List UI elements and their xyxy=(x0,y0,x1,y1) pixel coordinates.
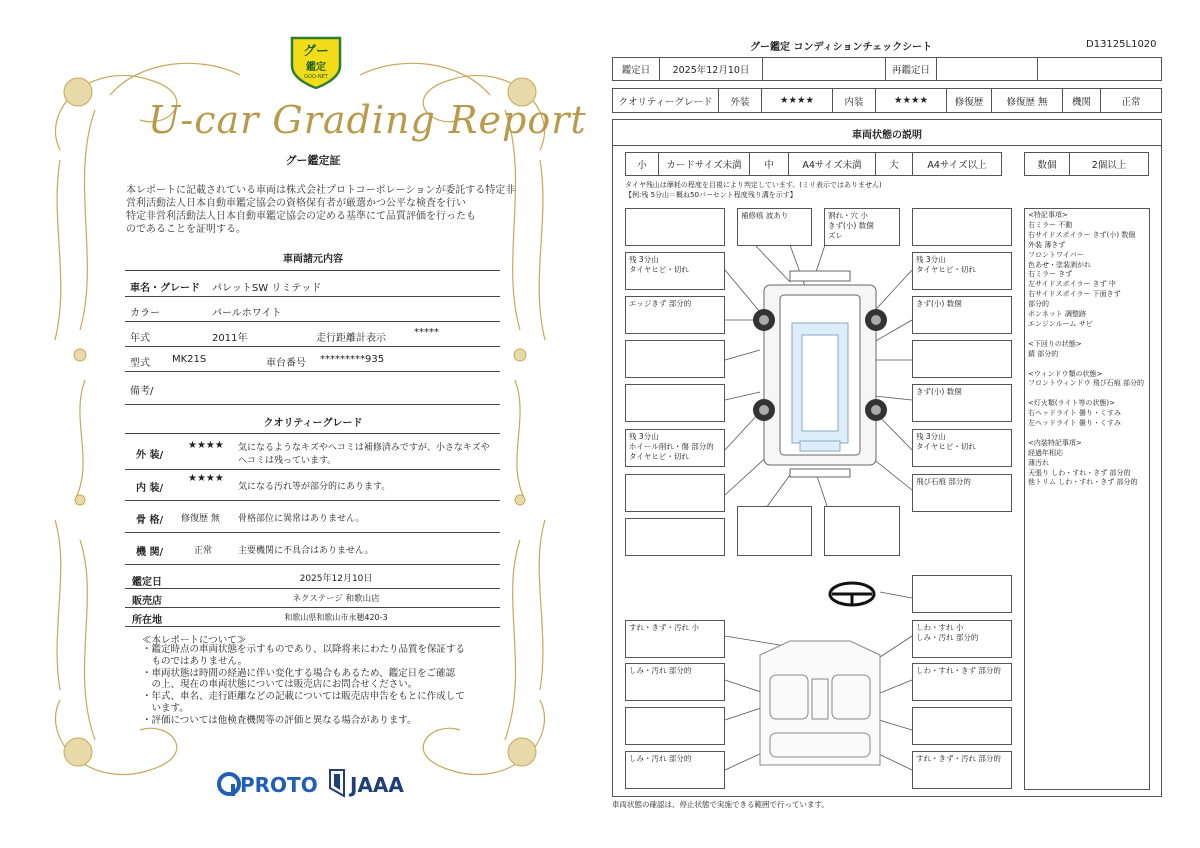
name-value: パレットSW リミテッド xyxy=(212,283,322,294)
ext-box-bottom-3 xyxy=(824,506,900,556)
int-box-right-2: しわ・すれ・きず 部分的 xyxy=(912,663,1012,701)
legend-large-label: 大 xyxy=(875,152,913,176)
special-note-line: 右サイドスポイラー 下面きず xyxy=(1028,290,1121,299)
special-note-line: <ウィンドウ類の状態> xyxy=(1028,369,1103,378)
int-box-left-4: しみ・汚れ 部分的 xyxy=(625,751,725,789)
special-note-line: 右ミラー 不動 xyxy=(1028,220,1073,229)
special-note-line: 薄汚れ xyxy=(1028,458,1049,467)
ext-box-bottom-1 xyxy=(625,518,725,556)
legend-large-value: A4サイズ以上 xyxy=(912,152,1002,176)
special-note-line: 色あせ・塗装剥がれ xyxy=(1028,260,1091,269)
int-box-left-2: しみ・汚れ 部分的 xyxy=(625,663,725,701)
mileage-label: 走行距離計表示 xyxy=(316,333,386,344)
special-note-line: 右ヘッドライト 曇り・くすみ xyxy=(1028,409,1122,418)
sheet-title: グー鑑定 コンディションチェックシート xyxy=(750,42,933,53)
ext-box-left-6 xyxy=(625,474,725,512)
doc-id: D13125L1020 xyxy=(1086,39,1157,50)
store-value: ネクステージ 和歌山店 xyxy=(292,594,380,604)
int-label: 内装 xyxy=(832,88,876,113)
date-value: 2025年12月10日 xyxy=(299,574,373,584)
interior-label: 内 装/ xyxy=(136,483,164,494)
badge-bottom: 鑑定 xyxy=(306,62,326,73)
sheet-footer: 車両状態の確認は、停止状態で実施できる範囲で行っています。 xyxy=(612,800,829,809)
ext-box-right-6: 飛び石痕 部分的 xyxy=(912,474,1012,512)
ext-label: 外装 xyxy=(718,88,762,113)
repair-label: 修復歴 xyxy=(946,88,992,113)
special-note-line: <灯火類(ライト等の状態)> xyxy=(1028,399,1115,408)
chassis-label: 車台番号 xyxy=(266,358,306,369)
exterior-desc-1: 気になるようなキズやヘコミは補修済みですが、小さなキズや xyxy=(238,443,490,453)
intro-text: 本レポートに記載されている車両は株式会社プロトコーポレーションが委託する特定非 営利活動法人日本自動車鑑定協会の資格保有者が厳選かつ公平な検査を行い 特定非営利活動法人日本自動車鑑定協会の定める基準にて品質評価を行ったも のであることを証明する。 xyxy=(126,185,516,235)
special-note-line: 右サイドスポイラー きず(小) 数個 xyxy=(1028,230,1136,239)
ext-box-right-4: きず(小) 数個 xyxy=(912,384,1012,422)
frame-label: 骨 格/ xyxy=(136,515,164,526)
special-note-line: フロントワイパー xyxy=(1028,250,1084,259)
frame-desc: 骨格部位に異常はありません。 xyxy=(238,514,365,524)
script-title: U-car Grading Report xyxy=(148,98,587,142)
special-note-line: <内装特記事項> xyxy=(1028,438,1082,447)
special-note-line: 外装 薄きず xyxy=(1028,240,1066,249)
date-value: 2025年12月10日 xyxy=(659,57,763,81)
special-note-line: ボンネット 調整跡 xyxy=(1028,310,1087,319)
repair-value: 修復歴 無 xyxy=(991,88,1063,113)
engine-label: 機関 xyxy=(1062,88,1101,113)
grade-label: クオリティーグレード xyxy=(612,88,719,113)
date-label: 鑑定日 xyxy=(612,57,660,81)
special-note-line: 錆 部分的 xyxy=(1028,349,1059,358)
special-note-line xyxy=(1028,360,1146,370)
badge-top: グー xyxy=(302,44,329,59)
chassis-value: *********935 xyxy=(320,354,385,365)
ext-box-bottom-2 xyxy=(737,506,812,556)
legend-count-value: 2個以上 xyxy=(1069,152,1149,176)
ext-box-right-1: 残 3分山 タイヤヒビ・切れ xyxy=(912,252,1012,290)
store-label: 販売店 xyxy=(132,596,162,607)
special-note-line: 部分的 xyxy=(1028,300,1049,309)
int-box-right-3 xyxy=(912,707,1012,745)
int-box-right-4: すれ・きず・汚れ 部分的 xyxy=(912,751,1012,789)
special-notes-panel xyxy=(1024,208,1150,790)
ext-box-left-1: 残 3分山 タイヤヒビ・切れ xyxy=(625,252,725,290)
special-note-line xyxy=(1028,429,1146,439)
certificate-heading: グー鑑定証 xyxy=(285,154,341,167)
certificate-notes: ・鑑定時点の車両状態を示すものであり、以降将来にわたり品質を保証する ものではありません。 ・車両状態は時間の経過に伴い変化する場合もあるため、鑑定日をご確認 の上、現在の車両状態については販売店にお問合せください。 ・年式、車名、走行距離などの記載については販売店申告をもとに作成して います。 ・評価については他検査機関等の評価と異なる場合があります。 xyxy=(142,644,466,726)
frame-value: 修復歴 無 xyxy=(181,514,220,524)
year-value: 2011年 xyxy=(212,333,248,344)
specs-heading: 車両諸元内容 xyxy=(283,254,343,265)
car-interior-diagram xyxy=(750,635,890,775)
condition-check-sheet xyxy=(600,0,1200,848)
model-label: 型式 xyxy=(130,358,150,369)
int-box-left-3 xyxy=(625,707,725,745)
special-note-line xyxy=(1028,389,1146,399)
ext-box-top-3: 割れ・穴 小 きず(小) 数個 ズレ xyxy=(824,208,900,246)
ext-box-left-2: エッジきず 部分的 xyxy=(625,296,725,334)
legend-count-label: 数個 xyxy=(1024,152,1070,176)
legend-mid-label: 中 xyxy=(749,152,789,176)
ext-box-right-2: きず(小) 数個 xyxy=(912,296,1012,334)
exterior-label: 外 装/ xyxy=(136,450,164,461)
proto-logo-text: PROTO xyxy=(240,773,318,797)
exterior-stars: ★★★★ xyxy=(188,440,224,451)
redate-label: 再鑑定日 xyxy=(885,57,937,81)
jaaa-logo-icon xyxy=(326,768,348,798)
int-box-right-1: しわ・すれ 小 しみ・汚れ 部分的 xyxy=(912,620,1012,658)
model-value: MK21S xyxy=(172,354,207,365)
special-note-line: 経過年相応 xyxy=(1028,448,1063,457)
ext-box-left-4 xyxy=(625,384,725,422)
interior-stars: ★★★★ xyxy=(188,473,224,484)
remarks-label: 備考/ xyxy=(130,386,154,397)
ext-box-top-2: 補修痕 波あり xyxy=(737,208,812,246)
legend-small-label: 小 xyxy=(625,152,659,176)
goo-badge xyxy=(288,32,344,90)
explain-heading: 車両状態の説明 xyxy=(852,130,922,141)
notes-title: ≪本レポートについて≫ xyxy=(142,635,247,646)
ext-box-top-4 xyxy=(912,208,1012,246)
jaaa-logo-text: JAAA xyxy=(350,773,404,797)
special-note-line: フロントウィンドウ 飛び石痕 部分的 xyxy=(1028,379,1145,388)
special-note-line: <下回りの状態> xyxy=(1028,339,1082,348)
ext-box-left-3 xyxy=(625,340,725,378)
year-label: 年式 xyxy=(130,333,150,344)
exterior-desc-2: ヘコミは残っています。 xyxy=(238,456,337,466)
special-notes-list xyxy=(1028,211,1146,488)
address-label: 所在地 xyxy=(132,615,162,626)
color-label: カラー xyxy=(130,308,160,319)
ext-box-top-1 xyxy=(625,208,725,246)
legend-mid-value: A4サイズ未満 xyxy=(788,152,876,176)
engine-desc: 主要機関に不具合はありません。 xyxy=(238,546,374,556)
car-exterior-diagram xyxy=(750,265,890,485)
ext-value: ★★★★ xyxy=(761,88,833,113)
quality-heading: クオリティーグレード xyxy=(263,418,363,429)
special-note-line: 天張り しわ・すれ・きず 部分的 xyxy=(1028,468,1131,477)
ext-box-left-5: 残 3分山 ホイール削れ・傷 部分的 タイヤヒビ・切れ xyxy=(625,429,725,467)
badge-small: GOO-NET xyxy=(304,74,328,80)
name-label: 車名・グレード xyxy=(130,283,200,294)
engine-label: 機 関/ xyxy=(136,547,164,558)
special-note-line: 他トリム しわ・すれ・きず 部分的 xyxy=(1028,478,1138,487)
ext-box-right-3 xyxy=(912,340,1012,378)
steering-box xyxy=(912,575,1012,613)
engine-value: 正常 xyxy=(194,546,213,556)
steering-wheel-icon xyxy=(826,580,878,610)
interior-desc: 気になる汚れ等が部分的にあります。 xyxy=(238,482,391,492)
engine-value: 正常 xyxy=(1100,88,1162,113)
special-note-line: 左ヘッドライト 曇り・くすみ xyxy=(1028,419,1122,428)
tire-note-2: 【例:残 5分山＝概ね50パーセント程度残り溝を示す】 xyxy=(625,191,797,199)
legend-small-value: カードサイズ未満 xyxy=(658,152,750,176)
address-value: 和歌山県和歌山市永穂420-3 xyxy=(284,613,388,622)
special-note-line: 左サイドスポイラー きず 中 xyxy=(1028,280,1116,289)
tire-note-1: タイヤ残山は摩耗の程度を目視により判定しています。(ミリ表示ではありません) xyxy=(625,181,882,189)
special-note-line: エンジンルーム サビ xyxy=(1028,319,1093,328)
mileage-value: ***** xyxy=(414,327,439,338)
special-note-line: <特記事項> xyxy=(1028,211,1068,219)
special-note-line: 右ミラー きず xyxy=(1028,270,1073,279)
ext-box-right-5: 残 3分山 タイヤヒビ・切れ xyxy=(912,429,1012,467)
date-label: 鑑定日 xyxy=(132,577,162,588)
special-note-line xyxy=(1028,330,1146,340)
int-value: ★★★★ xyxy=(875,88,947,113)
color-value: パールホワイト xyxy=(212,308,282,319)
int-box-left-1: すれ・きず・汚れ 小 xyxy=(625,620,725,658)
